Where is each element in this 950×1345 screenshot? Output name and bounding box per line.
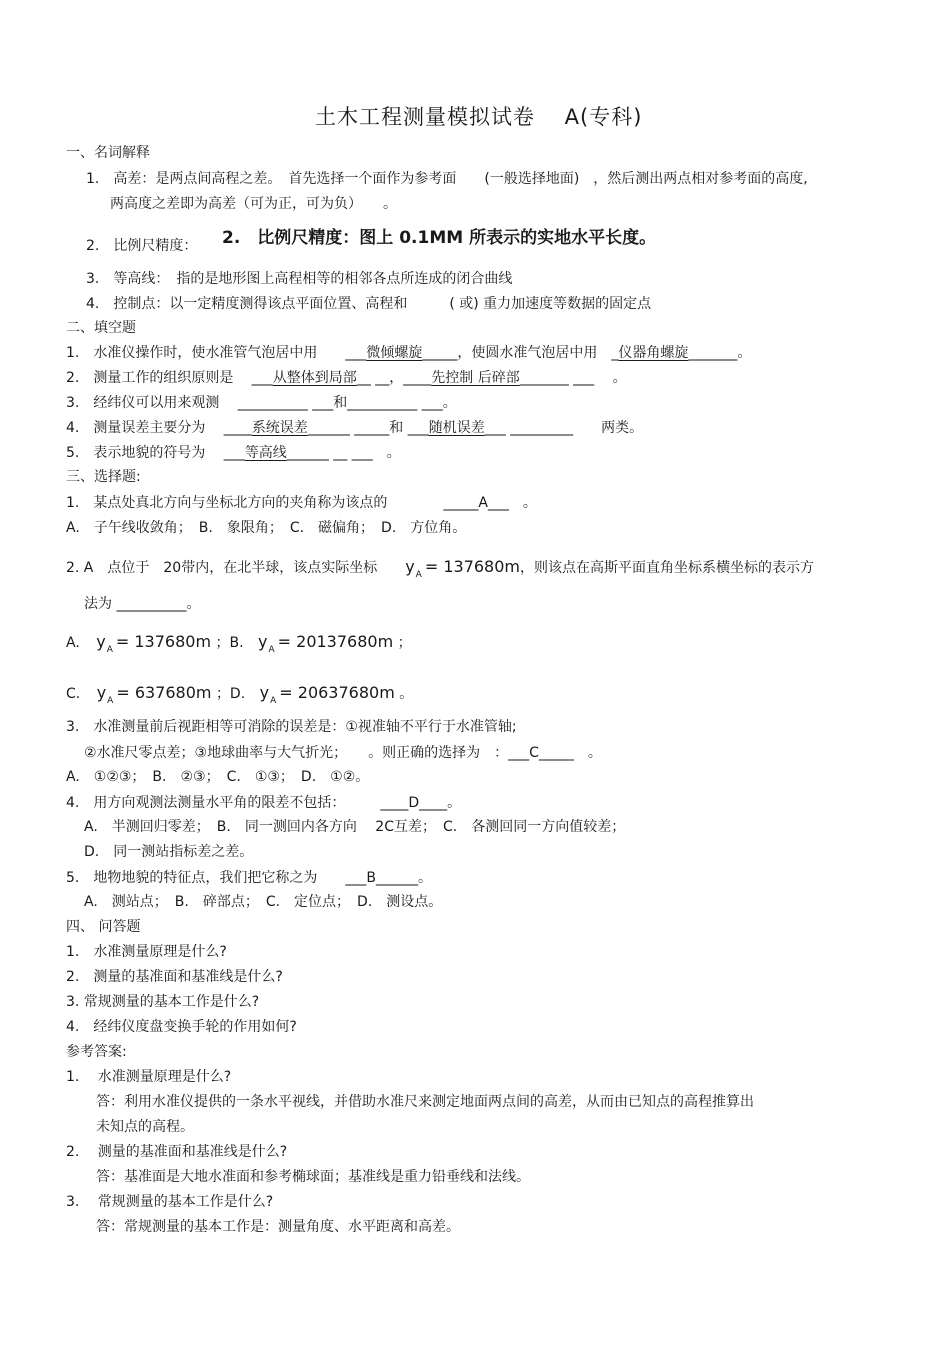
choice-5-options: A. 测站点； B. 碎部点； C. 定位点； D. 测设点。 [84, 894, 443, 910]
choice-2-y-subscript: A [415, 570, 422, 580]
choice-2-question-line-2: 法为 __________。 [84, 596, 201, 612]
option-a-subscript: A [106, 645, 113, 655]
choice-2-text-b: ，则该点在高斯平面直角坐标系横坐标的表示方 [520, 560, 814, 576]
section-heading-choice: 三、选择题: [66, 469, 141, 485]
fill-2-text-c: _______ ___ 。 [519, 370, 627, 386]
choice-1-options: A. 子午线收敛角； B. 象限角； C. 磁偏角； D. 方位角。 [66, 520, 467, 536]
choice-4-question: 4. 用方向观测法测量水平角的限差不包括： ____D____。 [66, 795, 462, 811]
fill-1-text-c: _______。 [688, 345, 752, 361]
choice-2-options-cd [66, 683, 413, 704]
qa-question-4: 4. 经纬仪度盘变换手轮的作用如何? [66, 1019, 297, 1035]
choice-2-y-symbol: y [405, 557, 415, 576]
qa-question-2: 2. 测量的基准面和基准线是什么? [66, 969, 283, 985]
choice-3-options: A. ①②③； B. ②③； C. ①③； D. ①②。 [66, 769, 370, 785]
option-c-label: C. [66, 686, 81, 702]
section-heading-answers: 参考答案: [66, 1044, 127, 1060]
fill-question-2 [66, 370, 627, 388]
answer-1-line-1: 答：利用水准仪提供的一条水平视线，并借助水准尺来测定地面两点间的高差，从而由已知点的高程推算出 [96, 1094, 754, 1110]
option-a-value: = 137680m [115, 632, 212, 651]
option-d-label: ；D. [215, 686, 246, 702]
fill-5-answer: 等高线 [244, 445, 287, 461]
term-1-line-1: 1. 高差：是两点间高程之差。 首先选择一个面作为参考面 (一般选择地面) ，然后测出两点相对参考面的高度, [86, 171, 808, 187]
option-d-y-symbol: y [259, 683, 270, 702]
option-b-subscript: A [268, 645, 275, 655]
fill-4-text-c: ___ _________ 两类。 [484, 420, 644, 436]
qa-question-3: 3. 常规测量的基本工作是什么? [66, 994, 260, 1010]
fill-question-1 [66, 345, 751, 363]
term-4: 4. 控制点：以一定精度测得该点平面位置、高程和 ( 或) 重力加速度等数据的固定点 [86, 296, 652, 312]
answer-3-question: 3. 常规测量的基本工作是什么? [66, 1194, 274, 1210]
answer-2-question: 2. 测量的基准面和基准线是什么? [66, 1144, 288, 1160]
option-b-label: ；B. [215, 635, 244, 651]
term-3: 3. 等高线： 指的是地形图上高程相等的相邻各点所连成的闭合曲线 [86, 271, 513, 287]
term-2-label: 2. 比例尺精度： [86, 238, 198, 254]
choice-3-question-line-2: ②水准尺零点差；③地球曲率与大气折光； 。则正确的选择为 ：___C_____ 。 [84, 745, 602, 761]
option-a-y-symbol: y [96, 632, 106, 651]
choice-2-options-ab [66, 632, 412, 653]
section-heading-fill: 二、填空题 [66, 320, 136, 336]
fill-4-answer-b: 随机误差 [428, 420, 485, 436]
option-d-value: = 20637680m [279, 683, 395, 702]
option-b-end: ； [397, 635, 412, 651]
choice-5-question: 5. 地物地貌的特征点，我们把它称之为 ___B______。 [66, 870, 432, 886]
option-c-subscript: A [107, 696, 114, 706]
fill-2-answer-a: 从整体到局部 [272, 370, 357, 386]
choice-2-text-a: 2. A 点位于 20带内，在北半球，该点实际坐标 [66, 560, 406, 576]
term-2-answer-overlay: 2. 比例尺精度：图上 0.1MM 所表示的实地水平长度。 [222, 228, 657, 248]
choice-4-options-line-2: D. 同一测站指标差之差。 [84, 844, 254, 860]
answer-1-line-2: 未知点的高程。 [96, 1119, 194, 1135]
fill-1-text-a: 1. 水准仪操作时，使水准管气泡居中用 ___ [66, 345, 367, 361]
choice-1-question: 1. 某点处真北方向与坐标北方向的夹角称为该点的 _____A___ 。 [66, 495, 537, 511]
qa-question-1: 1. 水准测量原理是什么? [66, 944, 227, 960]
term-1-line-2: 两高度之差即为高差（可为正，可为负） 。 [110, 196, 397, 212]
section-heading-terms: 一、名词解释 [66, 145, 150, 161]
fill-question-4 [66, 420, 643, 438]
choice-3-question-line-1: 3. 水准测量前后视距相等可消除的误差是：①视准轴不平行于水准管轴; [66, 719, 517, 735]
option-b-value: = 20137680m [277, 632, 394, 651]
fill-5-text-b: ______ __ ___ 。 [286, 445, 401, 461]
option-b-y-symbol: y [258, 632, 268, 651]
document-title: 土木工程测量模拟试卷 A(专科) [315, 105, 643, 129]
fill-2-answer-b: 先控制 后碎部 [431, 370, 520, 386]
fill-4-answer-a: 系统误差 [251, 420, 308, 436]
option-c-y-symbol: y [96, 683, 107, 702]
fill-1-text-b: _____，使圆水准气泡居中用 _ [422, 345, 619, 361]
fill-4-text-b: ______ _____和 ___ [307, 420, 429, 436]
option-d-end: 。 [399, 686, 414, 702]
option-c-value: = 637680m [116, 683, 212, 702]
fill-4-text-a: 4. 测量误差主要分为 ____ [66, 420, 252, 436]
choice-2-question [66, 557, 814, 578]
answer-2-text: 答：基准面是大地水准面和参考椭球面；基准线是重力铅垂线和法线。 [96, 1169, 530, 1185]
section-heading-qa: 四、 问答题 [66, 919, 141, 935]
fill-5-text-a: 5. 表示地貌的符号为 ___ [66, 445, 245, 461]
answer-3-text: 答：常规测量的基本工作是：测量角度、水平距离和高差。 [96, 1219, 460, 1235]
choice-4-options-line-1: A. 半测回归零差； B. 同一测回内各方向 2C互差； C. 各测回同一方向值较差； [84, 819, 626, 835]
fill-1-answer-b: 仪器角螺旋 [618, 345, 689, 361]
fill-question-3: 3. 经纬仪可以用来观测 __________ ___和__________ ___。 [66, 395, 457, 411]
option-d-subscript: A [270, 696, 277, 706]
fill-question-5 [66, 445, 401, 463]
fill-1-answer-a: 微倾螺旋 [366, 345, 423, 361]
fill-2-text-a: 2. 测量工作的组织原则是 ___ [66, 370, 273, 386]
answer-1-question: 1. 水准测量原理是什么? [66, 1069, 232, 1085]
choice-2-y-value: = 137680m [424, 557, 520, 576]
fill-2-text-b: __ __，____ [356, 370, 432, 386]
option-a-label: A. [66, 635, 80, 651]
